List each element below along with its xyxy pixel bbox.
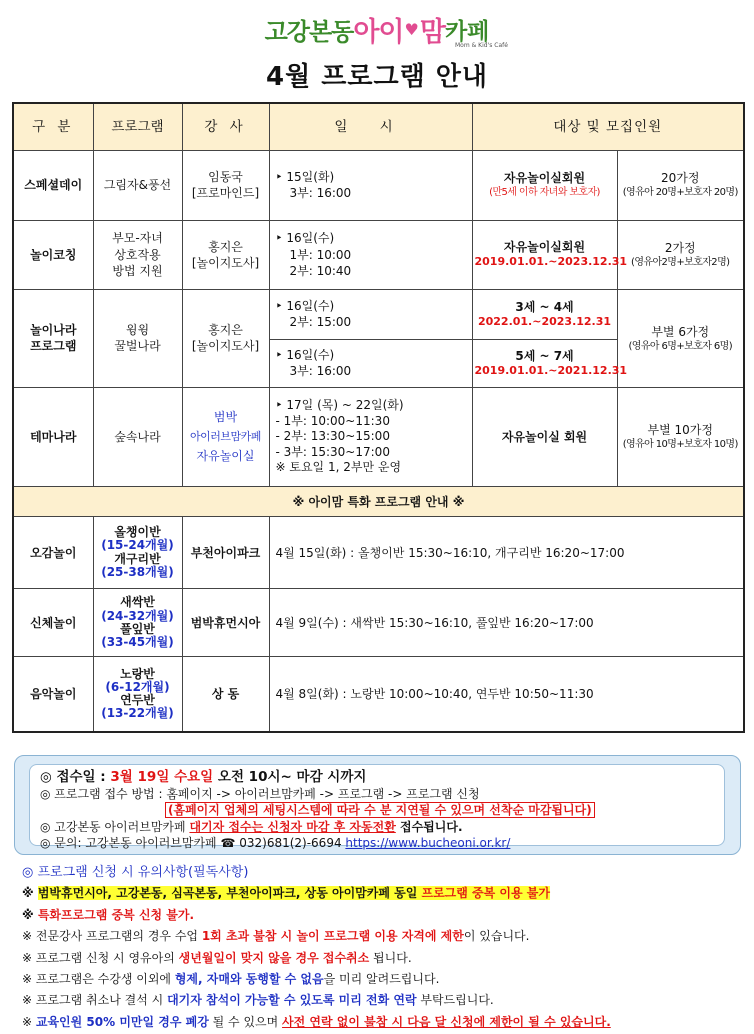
special-program-header-row xyxy=(13,487,744,517)
target-cell: 3세 ~ 4세 2022.01.~2023.12.31 xyxy=(472,289,617,339)
page-title: 4월 프로그램 안내 xyxy=(265,62,488,92)
table-row xyxy=(13,517,744,589)
teacher-cell: 임동국 [프로마인드] xyxy=(182,150,269,220)
header-target: 대상 및 모집인원 xyxy=(472,103,744,150)
datetime-cell: ‣ 16일(수) 1부: 10:00 2부: 10:40 xyxy=(269,220,472,289)
program-cell: 숲속나라 xyxy=(93,387,182,486)
registration-info-inner xyxy=(29,764,725,850)
table-row xyxy=(13,220,744,289)
category-cell: 놀이나라 프로그램 xyxy=(13,289,93,387)
waitlist-notice: ◎ 고강본동 아이러브맘카페 대기자 접수는 신청자 마감 후 자동전환 접수됩니다. xyxy=(40,819,463,834)
precaution-item: ※ 교육인원 50% 미만일 경우 폐강 될 수 있으며 사전 연락 없이 불참 시 다음 달 신청에 제한이 될 수 있습니다. xyxy=(22,1014,611,1029)
category-cell: 스페셜데이 xyxy=(13,150,93,220)
schedule-cell: 4월 15일(화) : 올챙이반 15:30~16:10, 개구리반 16:20~17:00 xyxy=(269,517,744,589)
logo-district: 고강본동 xyxy=(264,18,354,46)
logo-ai: 아이 xyxy=(353,17,404,48)
logo-tagline: Mom & Kid's Café xyxy=(455,42,508,49)
program-cell: 윙윙 꿀벌나라 xyxy=(93,289,182,387)
schedule-cell: 4월 9일(수) : 새싹반 15:30~16:10, 풀잎반 16:20~17:00 xyxy=(269,589,744,657)
target-cell: 자유놀이실회원 2019.01.01.~2023.12.31 xyxy=(472,220,617,289)
place-cell: 부천아이파크 xyxy=(182,517,269,589)
header-category: 구 분 xyxy=(13,103,93,150)
table-row xyxy=(13,589,744,657)
teacher-cell: 홍지은 [놀이지도사] xyxy=(182,220,269,289)
place-cell: 상 동 xyxy=(182,657,269,732)
category-cell: 놀이코칭 xyxy=(13,220,93,289)
count-cell: 부별 10가정 (영유아 10명+보호자 10명) xyxy=(617,387,744,486)
contact-info: ◎ 문의: 고강본동 아이러브맘카페 ☎ 032)681(2)-6694 https://www.bucheoni.or.kr/ xyxy=(40,835,511,850)
header-program: 프로그램 xyxy=(93,103,182,150)
table-row xyxy=(13,657,744,732)
target-cell: 5세 ~ 7세 2019.01.01.~2021.12.31 xyxy=(472,339,617,387)
registration-info-box xyxy=(14,755,741,855)
datetime-cell: ‣ 15일(화) 3부: 16:00 xyxy=(269,150,472,220)
precautions-heading: ◎ 프로그램 신청 시 유의사항(필독사항) xyxy=(22,865,249,880)
place-cell: 범박휴먼시아 xyxy=(182,589,269,657)
registration-method: ◎ 프로그램 접수 방법 : 홈페이지 -> 아이러브맘카페 -> 프로그램 -> 프로그램 신청 xyxy=(40,787,480,802)
program-table xyxy=(12,102,745,733)
header-teacher: 강 사 xyxy=(182,103,269,150)
special-program-heading: ※ 아이맘 특화 프로그램 안내 ※ xyxy=(13,487,744,517)
schedule-cell: 4월 8일(화) : 노랑반 10:00~10:40, 연두반 10:50~11:30 xyxy=(269,657,744,732)
category-cell: 음악놀이 xyxy=(13,657,93,732)
teacher-cell: 홍지은 [놀이지도사] xyxy=(182,289,269,387)
precaution-item: ※ 프로그램 취소나 결석 시 대기자 참석이 가능할 수 있도록 미리 전화 연락 부탁드립니다. xyxy=(22,993,494,1008)
table-header-row xyxy=(13,103,744,150)
table-row xyxy=(13,387,744,486)
count-cell: 2가정 (영유아2명+보호자2명) xyxy=(617,220,744,289)
program-cell: 부모-자녀 상호작용 방법 지원 xyxy=(93,220,182,289)
datetime-cell: ‣ 17일 (목) ~ 22일(화) - 1부: 10:00~11:30 - 2부: 13:30~15:00 - 3부: 15:30~17:00 ※ 토요일 1, 2부만 운영 xyxy=(269,387,472,486)
precautions-section xyxy=(22,862,747,1033)
table-row xyxy=(13,289,744,339)
target-cell: 자유놀이실 회원 xyxy=(472,387,617,486)
group-cell: 새싹반 (24-32개월) 풀잎반 (33-45개월) xyxy=(93,589,182,657)
registration-date: ◎ 접수일 : 3월 19일 수요일 오전 10시~ 마감 시까지 xyxy=(40,769,367,785)
cafe-logo xyxy=(0,10,754,50)
datetime-cell: ‣ 16일(수) 3부: 16:00 xyxy=(269,339,472,387)
count-cell: 20가정 (영유아 20명+보호자 20명) xyxy=(617,150,744,220)
logo-mam: 맘 xyxy=(419,17,445,48)
group-cell: 올챙이반 (15-24개월) 개구리반 (25-38개월) xyxy=(93,517,182,589)
category-cell: 오감놀이 xyxy=(13,517,93,589)
header-datetime: 일 시 xyxy=(269,103,472,150)
count-cell: 부별 6가정 (영유아 6명+보호자 6명) xyxy=(617,289,744,387)
datetime-cell: ‣ 16일(수) 2부: 15:00 xyxy=(269,289,472,339)
category-cell: 신체놀이 xyxy=(13,589,93,657)
precaution-item: ※ 특화프로그램 중복 신청 불가. xyxy=(22,907,195,922)
group-cell: 노랑반 (6-12개월) 연두반 (13-22개월) xyxy=(93,657,182,732)
precaution-item: ※ 프로그램 신청 시 영유아의 생년월일이 맞지 않을 경우 접수취소 됩니다. xyxy=(22,950,412,965)
precaution-item: ※ 프로그램은 수강생 이외에 형제, 자매와 동행할 수 없음을 미리 알려드립니다. xyxy=(22,972,440,987)
registration-delay-notice: (홈페이지 업체의 세팅시스템에 따라 수 분 지연될 수 있으며 선착순 마감됩니다) xyxy=(40,802,714,818)
logo-cafe: 카페 xyxy=(444,19,490,45)
program-cell: 그림자&풍선 xyxy=(93,150,182,220)
website-link[interactable]: https://www.bucheoni.or.kr/ xyxy=(345,835,511,850)
target-cell: 자유놀이실회원 (만5세 이하 자녀와 보호자) xyxy=(472,150,617,220)
precaution-item: ※ 범박휴먼시아, 고강본동, 심곡본동, 부천아이파크, 상동 아이맘카페 동일 프로그램 중복 이용 불가 xyxy=(22,886,550,901)
table-row xyxy=(13,150,744,220)
heart-icon: ♥ xyxy=(404,20,419,39)
category-cell: 테마나라 xyxy=(13,387,93,486)
precaution-item: ※ 전문강사 프로그램의 경우 수업 1회 초과 불참 시 놀이 프로그램 이용 자격에 제한이 있습니다. xyxy=(22,929,530,944)
teacher-cell: 범박 아이러브맘카페 자유놀이실 xyxy=(182,387,269,486)
